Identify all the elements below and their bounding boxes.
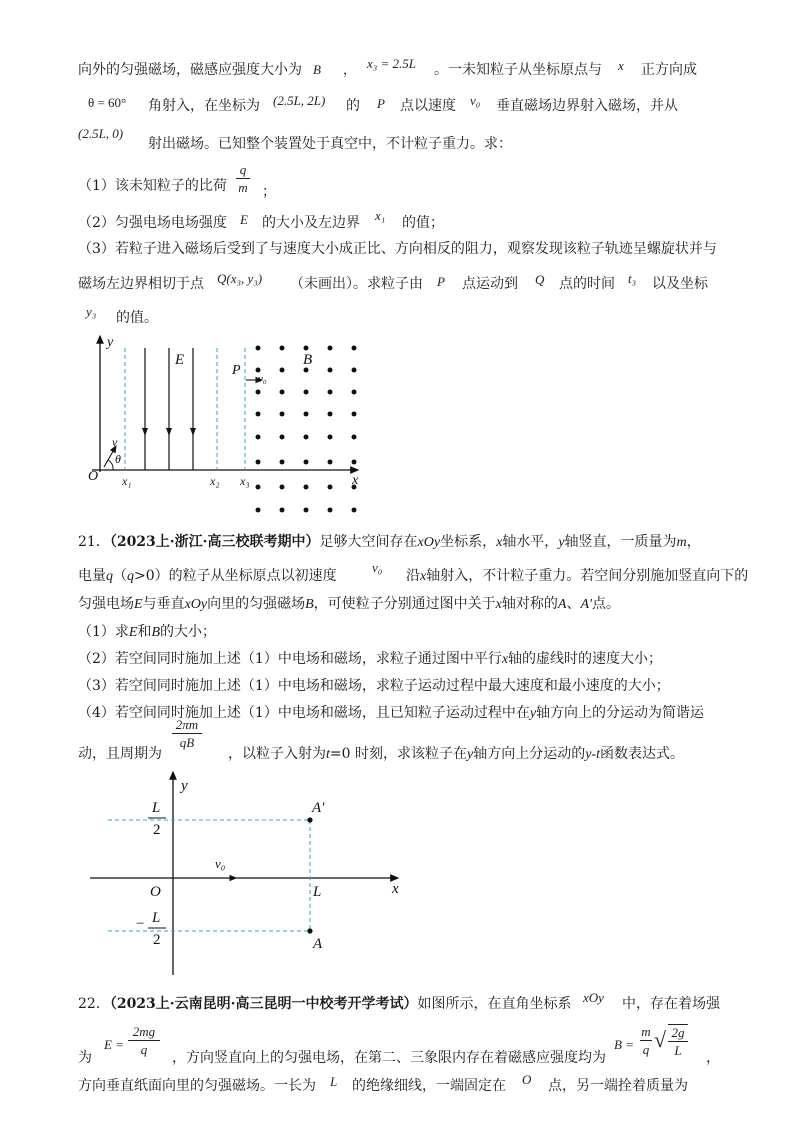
math-P2: P <box>437 274 445 289</box>
p22-line1b: 中，存在着场强 <box>622 996 720 1012</box>
p20-line2c: 点以速度 <box>400 98 456 114</box>
math-Q: Q <box>535 272 545 287</box>
math-L: L <box>330 1074 338 1089</box>
math-t3: t₃ <box>628 271 637 286</box>
fraction-2mg-q: 2mg q <box>128 1024 160 1057</box>
math-xOy: xOy <box>583 990 604 1005</box>
p20-q2: （2）匀强电场电场强度 <box>78 215 227 231</box>
p20-line2b: 的 <box>346 98 360 114</box>
p21-q2: （2）若空间同时施加上述（1）中电场和磁场，求粒子通过图中平行x轴的虚线时的速度大小； <box>78 651 663 667</box>
p21-q3: （3）若空间同时施加上述（1）中电场和磁场，求粒子运动过程中最大速度和最小速度的大小； <box>78 678 670 694</box>
label-y: y <box>107 335 114 350</box>
p20-q2c: 的值； <box>402 215 444 231</box>
label-x3: x₃ <box>240 474 250 488</box>
p20-q3e: 点的时间 <box>559 276 615 292</box>
p20-line2a: 角射入，在坐标为 <box>148 98 260 114</box>
p20-q3d: 点运动到 <box>462 276 518 292</box>
p21-line1: 21．（2023上·浙江·高三校联考期中）足够大空间存在xOy坐标系，x轴水平，y轴竖直，一质量为m， <box>78 534 701 550</box>
label-A: A <box>313 936 323 952</box>
label-L-bot: L <box>152 910 161 926</box>
p21-line2: 电量q（q>0）的粒子从坐标原点以初速度 <box>78 568 337 584</box>
p20-q1-end: ； <box>262 184 276 200</box>
label-x: x <box>392 881 399 897</box>
label-theta: θ <box>115 452 121 466</box>
p22-line2: ，方向竖直向上的匀强电场，在第二、三象限内存在着磁感应强度均为 <box>172 1050 606 1066</box>
label-2-top: 2 <box>153 822 161 838</box>
fraction-2g-L: 2g L <box>668 1024 688 1058</box>
comma: ， <box>343 62 357 77</box>
p22-line3c: 点，另一端拴着质量为 <box>548 1078 688 1094</box>
fraction-m-q: m q <box>641 1024 651 1057</box>
math-Q-point: Q(x₃, y₃) <box>217 271 263 286</box>
p20-q3g: 的值。 <box>116 310 158 326</box>
math-O: O <box>522 1072 532 1087</box>
math-E-eq: E = <box>104 1037 124 1052</box>
p20-line2d: 垂直磁场边界射入磁场，并从 <box>496 98 678 114</box>
math-exit-point: (2.5L, 0) <box>78 126 124 141</box>
p22-line2-end: ， <box>706 1050 720 1066</box>
label-P: P <box>232 363 241 378</box>
label-minus: − <box>136 916 145 932</box>
label-y: y <box>181 778 188 794</box>
sqrt-sign: √ <box>654 1027 667 1052</box>
label-v0: v₀ <box>215 856 226 871</box>
p21-q5: 动，且周期为 <box>78 746 162 762</box>
p20-q2b: 的大小及左边界 <box>262 215 360 231</box>
math-y3: y₃ <box>86 304 97 319</box>
p20-q3f: 以及坐标 <box>652 276 708 292</box>
label-O: O <box>88 469 99 484</box>
label-v0: v₀ <box>258 373 267 385</box>
p22-line1: 22．（2023上·云南昆明·高三昆明一中校考开学考试）如图所示，在直角坐标系 <box>78 996 572 1012</box>
math-x3-eq: x₃ = 2.5L <box>367 56 417 71</box>
math-B: B <box>313 62 321 77</box>
label-x2: x₂ <box>210 474 220 488</box>
p22-line2-for: 为 <box>78 1050 92 1066</box>
p22-line3: 方向垂直纸面向里的匀强磁场。一长为 <box>78 1078 316 1094</box>
math-theta: θ = 60° <box>88 95 127 110</box>
label-L-top: L <box>152 800 161 816</box>
label-L: L <box>313 884 322 900</box>
label-v: v <box>112 435 118 449</box>
fraction-period: 2πm qB <box>172 717 202 750</box>
math-v0: v₀ <box>372 560 383 575</box>
p20-line1: 向外的匀强磁场，磁感应强度大小为 <box>78 62 302 78</box>
label-B: B <box>303 352 313 368</box>
p21-q4: （4）若空间同时施加上述（1）中电场和磁场，且已知粒子运动过程中在y轴方向上的分运动为简谐运 <box>78 705 705 721</box>
p21-line2b: 沿x轴射入，不计粒子重力。若空间分别施加竖直向下的 <box>406 568 749 584</box>
math-x: x <box>618 58 624 73</box>
fraction-q-over-m: q m <box>236 162 250 195</box>
p20-q3-line2: 磁场左边界相切于点 <box>78 276 204 292</box>
p20-line1c: 正方向成 <box>641 62 697 78</box>
label-2-bot: 2 <box>153 932 161 948</box>
point-A-prime <box>307 817 312 822</box>
label-E: E <box>175 352 185 368</box>
label-x1: x₁ <box>122 474 132 488</box>
math-x1: x₁ <box>375 208 386 223</box>
math-v0: v₀ <box>470 93 481 108</box>
p20-q3c: （未画出）。求粒子由 <box>290 276 423 292</box>
p20-q3-line1: （3）若粒子进入磁场后受到了与速度大小成正比、方向相反的阻力，观察发现该粒子轨迹呈螺旋状并与 <box>78 241 717 257</box>
math-B-eq: B = <box>614 1037 634 1052</box>
math-E: E <box>240 212 248 227</box>
p20-line3: 射出磁场。已知整个装置处于真空中，不计粒子重力。求： <box>148 136 512 152</box>
label-x: x <box>352 473 359 488</box>
math-P: P <box>377 96 385 111</box>
point-A <box>307 928 312 933</box>
p22-line3b: 的绝缘细线，一端固定在 <box>352 1078 506 1094</box>
p20-line1b: 。一未知粒子从坐标原点与 <box>434 62 602 78</box>
label-O: O <box>150 884 161 900</box>
label-A-prime: A′ <box>312 800 325 816</box>
p21-q1: （1）求E和B的大小； <box>78 624 217 640</box>
p20-q1: （1）该未知粒子的比荷 <box>78 178 227 194</box>
p21-line3: 匀强电场E与垂直xOy向里的匀强磁场B，可使粒子分别通过图中关于x轴对称的A、A'点。 <box>78 596 620 612</box>
math-point: (2.5L, 2L) <box>273 93 326 108</box>
p21-q5b: ，以粒子入射为t=0 时刻，求该粒子在y轴方向上分运动的y-t函数表达式。 <box>228 746 684 762</box>
